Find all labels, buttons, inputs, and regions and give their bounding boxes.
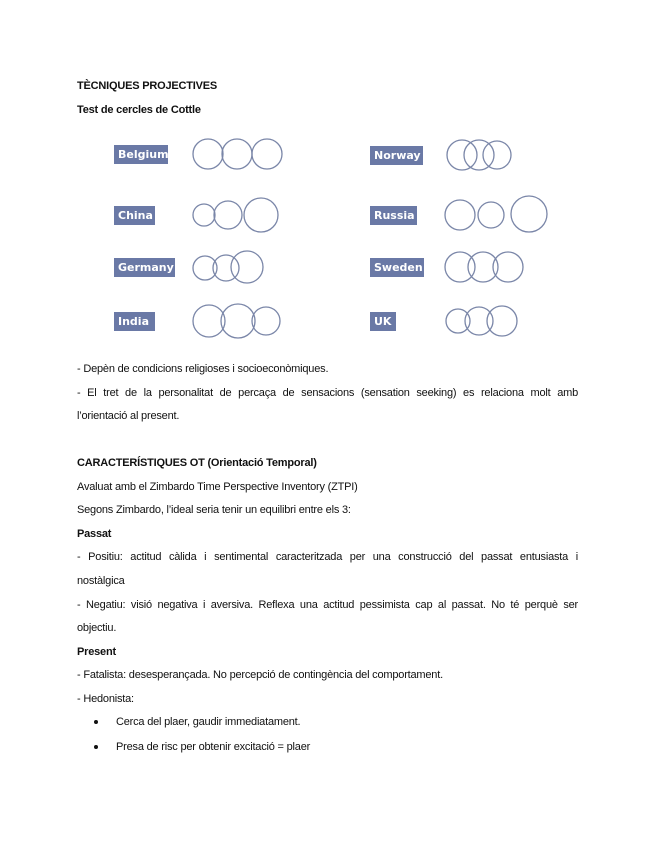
note-sensation-seeking: - El tret de la personalitat de percaça de sensacions (sensation seeking) es relaciona molt amb (77, 387, 578, 399)
country-label-india: India (114, 312, 155, 331)
circles-belgium (193, 139, 282, 169)
passat-negatiu-cont: objectiu. (77, 622, 117, 634)
circles-sweden (445, 252, 523, 282)
country-label-germany: Germany (114, 258, 175, 277)
circles-china (193, 198, 278, 232)
country-label-russia: Russia (370, 206, 417, 225)
note-religious-conditions: - Depèn de condicions religioses i socioeconòmiques. (77, 363, 329, 375)
hedonista-bullet-1: Cerca del plaer, gaudir immediatament. (116, 716, 301, 728)
country-label-uk: UK (370, 312, 396, 331)
circles-russia (445, 196, 547, 232)
hedonista-bullet-2: Presa de risc per obtenir excitació = plaer (116, 741, 311, 753)
ztpi-line: Avaluat amb el Zimbardo Time Perspective Inventory (ZTPI) (77, 481, 358, 493)
section-title-projective-techniques: TÈCNIQUES PROJECTIVES (77, 80, 218, 92)
zimbardo-balance-line: Segons Zimbardo, l’ideal seria tenir un equilibri entre els 3: (77, 504, 351, 516)
circles-uk (446, 306, 517, 336)
section-title-ot-characteristics: CARACTERÍSTIQUES OT (Orientació Temporal) (77, 457, 317, 469)
circles-india (193, 304, 280, 338)
heading-present: Present (77, 646, 116, 658)
country-label-norway: Norway (370, 146, 423, 165)
passat-positiu: - Positiu: actitud càlida i sentimental caracteritzada per una construcció del passat entusiasta i (77, 551, 578, 563)
bullet-dot (94, 745, 98, 749)
passat-positiu-cont: nostàlgica (77, 575, 125, 587)
country-label-belgium: Belgium (114, 145, 168, 164)
present-fatalista: - Fatalista: desesperançada. No percepció de contingència del comportament. (77, 669, 443, 681)
present-hedonista: - Hedonista: (77, 693, 134, 705)
heading-passat: Passat (77, 528, 112, 540)
circles-norway (447, 140, 511, 170)
circles-germany (193, 251, 263, 283)
bullet-dot (94, 720, 98, 724)
passat-negatiu: - Negatiu: visió negativa i aversiva. Reflexa una actitud pessimista cap al passat. No té perquè ser (77, 599, 578, 611)
country-label-china: China (114, 206, 155, 225)
note-sensation-seeking-cont: l’orientació al present. (77, 410, 180, 422)
subtitle-cottle-test: Test de cercles de Cottle (77, 104, 201, 116)
country-label-sweden: Sweden (370, 258, 424, 277)
